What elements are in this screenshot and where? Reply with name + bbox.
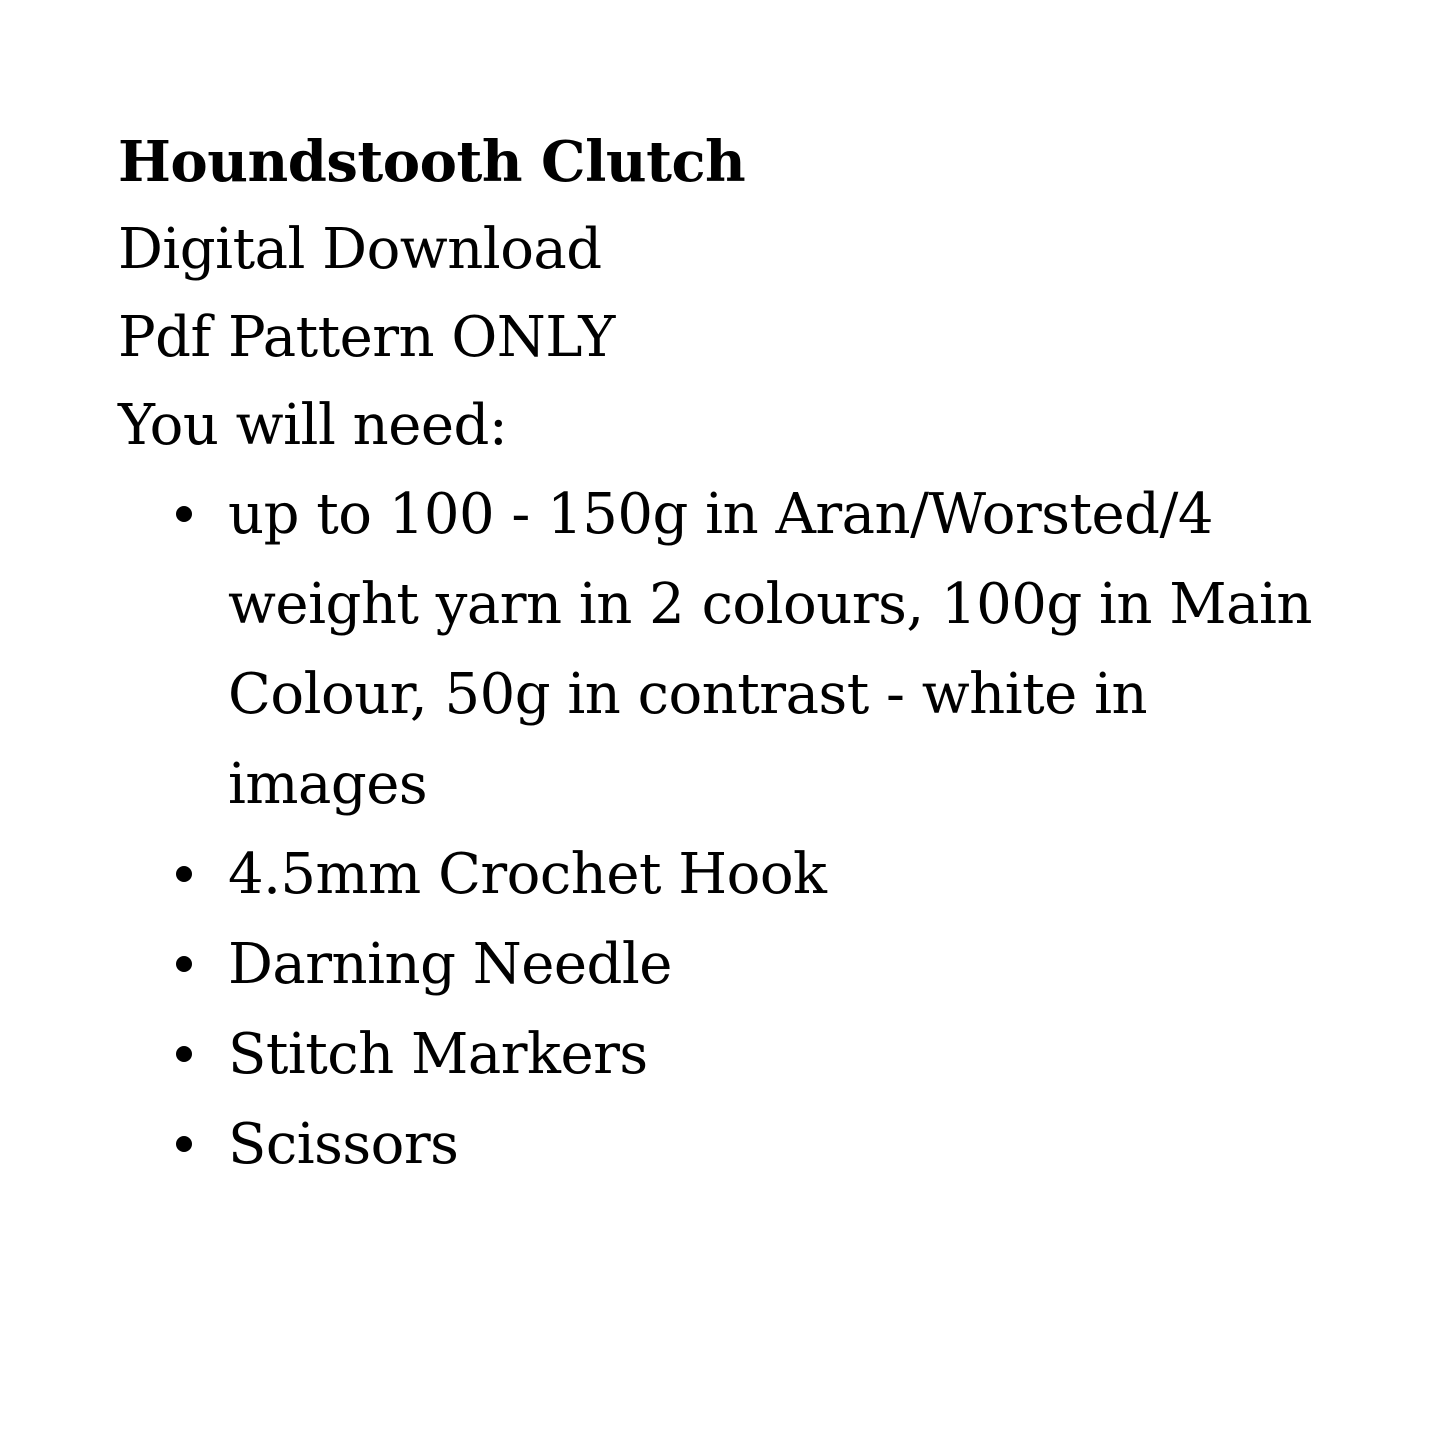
list-item [228, 920, 1348, 1010]
list-item-text: Stitch Markers [228, 1022, 648, 1087]
list-item-text: Darning Needle [228, 932, 672, 997]
bullet-icon [176, 1046, 192, 1062]
bullet-icon [176, 956, 192, 972]
bullet-icon [176, 866, 192, 882]
pattern-details [118, 118, 1348, 1190]
list-item [228, 1010, 1348, 1100]
list-item [228, 830, 1348, 920]
bullet-icon [176, 1136, 192, 1152]
supplies-list [118, 470, 1348, 1190]
list-item [228, 1100, 1348, 1190]
you-will-need-heading: You will need: [118, 393, 508, 458]
list-item-text: up to 100 - 150g in Aran/Worsted/4 weight yarn in 2 colours, 100g in Main Colour, 50g in contrast - white in images [228, 482, 1312, 817]
page-title: Houndstooth Clutch [118, 129, 746, 195]
pdf-pattern-line: Pdf Pattern ONLY [118, 305, 615, 370]
list-item-text: Scissors [228, 1112, 459, 1177]
digital-download-line: Digital Download [118, 217, 602, 282]
list-item [228, 470, 1348, 830]
list-item-text: 4.5mm Crochet Hook [228, 842, 827, 907]
bullet-icon [176, 506, 192, 522]
